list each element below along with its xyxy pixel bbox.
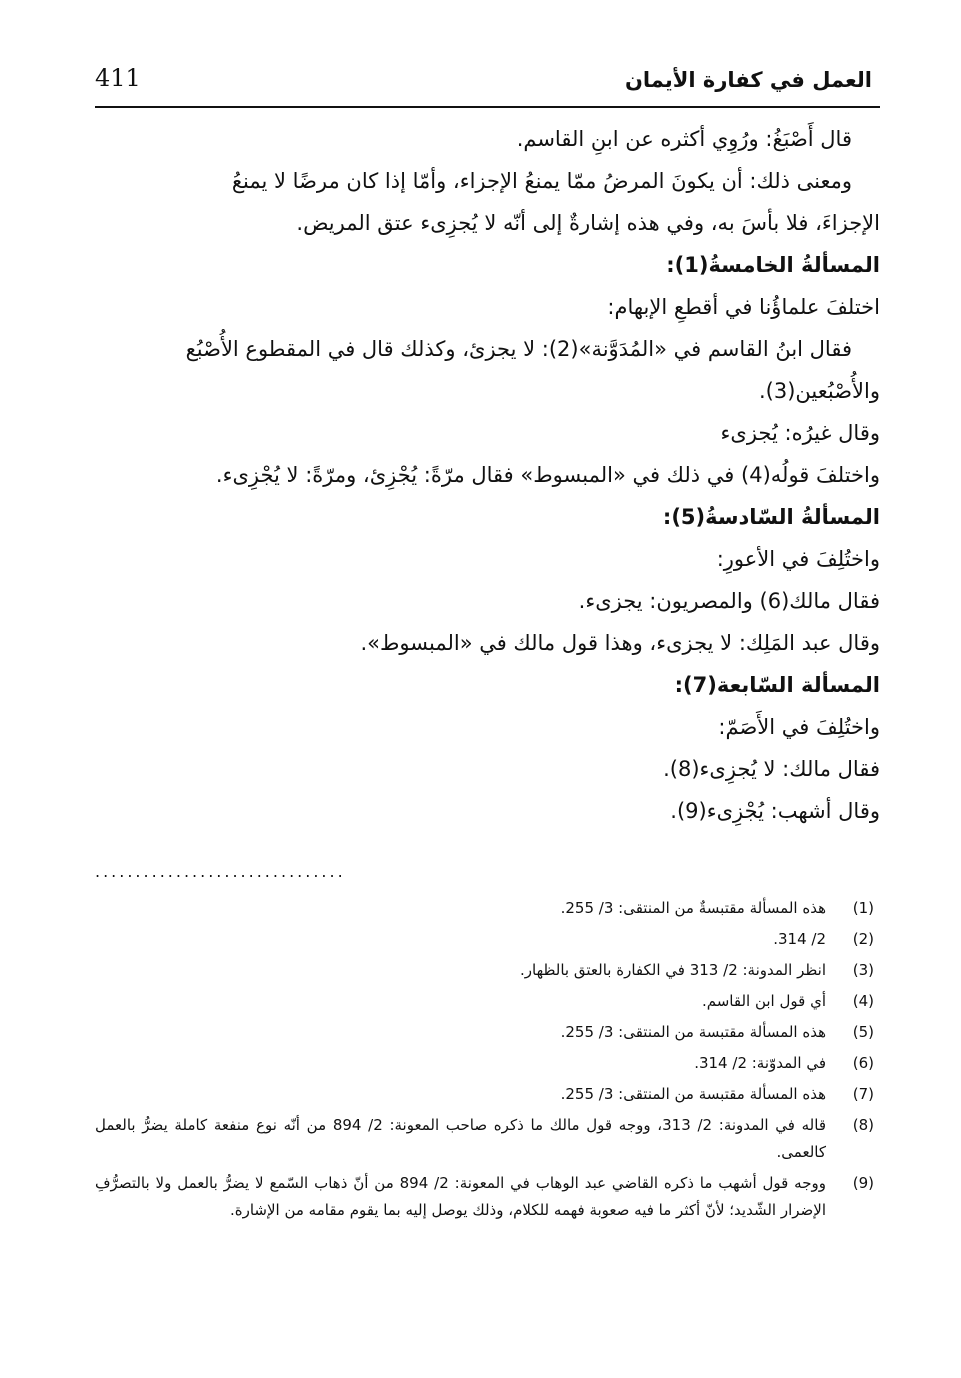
footnote [95, 1170, 880, 1224]
footnote [95, 957, 880, 984]
text-line: وقال أشهب: يُجْزِىء(9). [670, 799, 880, 823]
footnote-number: (9) [852, 1174, 874, 1192]
footnote-text: انظر المدونة: 2/ 313 في الكفارة بالعتق بالظهار. [519, 961, 826, 979]
text-line: فقال ابنُ القاسم في «المُدَوَّنة»(2): لا يجزئ، وكذلك قال في المقطوع الأُصْبُع [185, 337, 852, 361]
footnote-text: هذه المسألة مقتبسة من المنتقى: 3/ 255. [560, 1085, 826, 1103]
footnote-separator: ............................... [95, 862, 346, 881]
footnote-number: (1) [852, 899, 874, 917]
text-line: واختُلِفَ في الأَصَمّ: [718, 715, 880, 739]
footnote-number: (8) [852, 1116, 874, 1134]
text-line: قال أَصْبَغُ: ورُوِي أكثره عن ابنِ القاسم. [516, 127, 852, 151]
text-line: فقال مالك(6) والمصريون: يجزىء. [578, 589, 880, 613]
footnote [95, 1050, 880, 1077]
footnote [95, 895, 880, 922]
footnote-number: (5) [852, 1023, 874, 1041]
footnote-number: (3) [852, 961, 874, 979]
text-line: والأُصْبُعين(3). [758, 379, 880, 403]
footnote [95, 926, 880, 953]
footnote-text: هذه المسألة مقتبسةٌ من المنتقى: 3/ 255. [560, 899, 826, 917]
footnote-text: 2/ 314. [773, 930, 826, 948]
text-line: الإجزاءَ، فلا بأسَ به، وفي هذه إشارةٌ إلى أنّه لا يُجزِىء عتق المريض. [296, 211, 880, 235]
text-line: فقال مالك: لا يُجزِىء(8). [663, 757, 880, 781]
footnote-text: ووجه قول أشهب ما ذكره القاضي عبد الوهاب في المعونة: 2/ 894 من أنّ ذهاب السّمع لا يضرُّ بالعمل ولا بالتصرُّفِ الإضرار الشّديد؛ لأنّ أكثر ما فيه صعوبة فهمه للكلام، وذلك يوصل إليه بما يقوم مقامه من الإشارة. [95, 1174, 826, 1219]
text-line: وقال غيرُه: يُجزىء [720, 421, 880, 445]
footnote [95, 988, 880, 1015]
text-line: ومعنى ذلك: أن يكونَ المرضُ ممّا يمنعُ الإجزاء، وأمّا إذا كان مرضًا لا يمنعُ [231, 169, 852, 193]
footnote-number: (4) [852, 992, 874, 1010]
footnote [95, 1019, 880, 1046]
text-line: واختلفَ قولُه(4) في ذلك في «المبسوط» فقال مرّةً: يُجْزِئ، ومرّةً: لا يُجْزِىء. [215, 463, 880, 487]
book-page [95, 0, 880, 1378]
page-header [95, 64, 880, 100]
issue-heading: المسألةُ الخامسةُ(1): [666, 253, 880, 277]
text-line: وقال عبد المَلِك: لا يجزىء، وهذا قول مالك في «المبسوط». [360, 631, 880, 655]
footnote-number: (7) [852, 1085, 874, 1103]
text-line: واختُلِفَ في الأعورِ: [716, 547, 880, 571]
issue-heading: المسألةُ السّادسةُ(5): [662, 505, 880, 529]
footnote-number: (2) [852, 930, 874, 948]
issue-heading: المسألة السّابعة(7): [674, 673, 880, 697]
footnote-number: (6) [852, 1054, 874, 1072]
footnote-text: أي قول ابن القاسم. [701, 992, 826, 1010]
footnote [95, 1112, 880, 1166]
main-text [95, 118, 880, 832]
running-title: العمل في كفارة الأيمان [625, 68, 872, 92]
footnote-text: هذه المسألة مقتبسة من المنتقى: 3/ 255. [560, 1023, 826, 1041]
footnotes [95, 895, 880, 1228]
header-rule [95, 106, 880, 108]
footnote [95, 1081, 880, 1108]
text-line: اختلفَ علماؤُنا في أقطعِ الإبهام: [607, 295, 880, 319]
footnote-text: في المدوّنة: 2/ 314. [694, 1054, 826, 1072]
footnote-text: قاله في المدونة: 2/ 313، ووجه قول مالك ما ذكره صاحب المعونة: 2/ 894 من أنّه نوع منفعة كاملة يضرُّ بالعمل كالعمى. [95, 1116, 826, 1161]
page-number: 411 [95, 64, 141, 92]
